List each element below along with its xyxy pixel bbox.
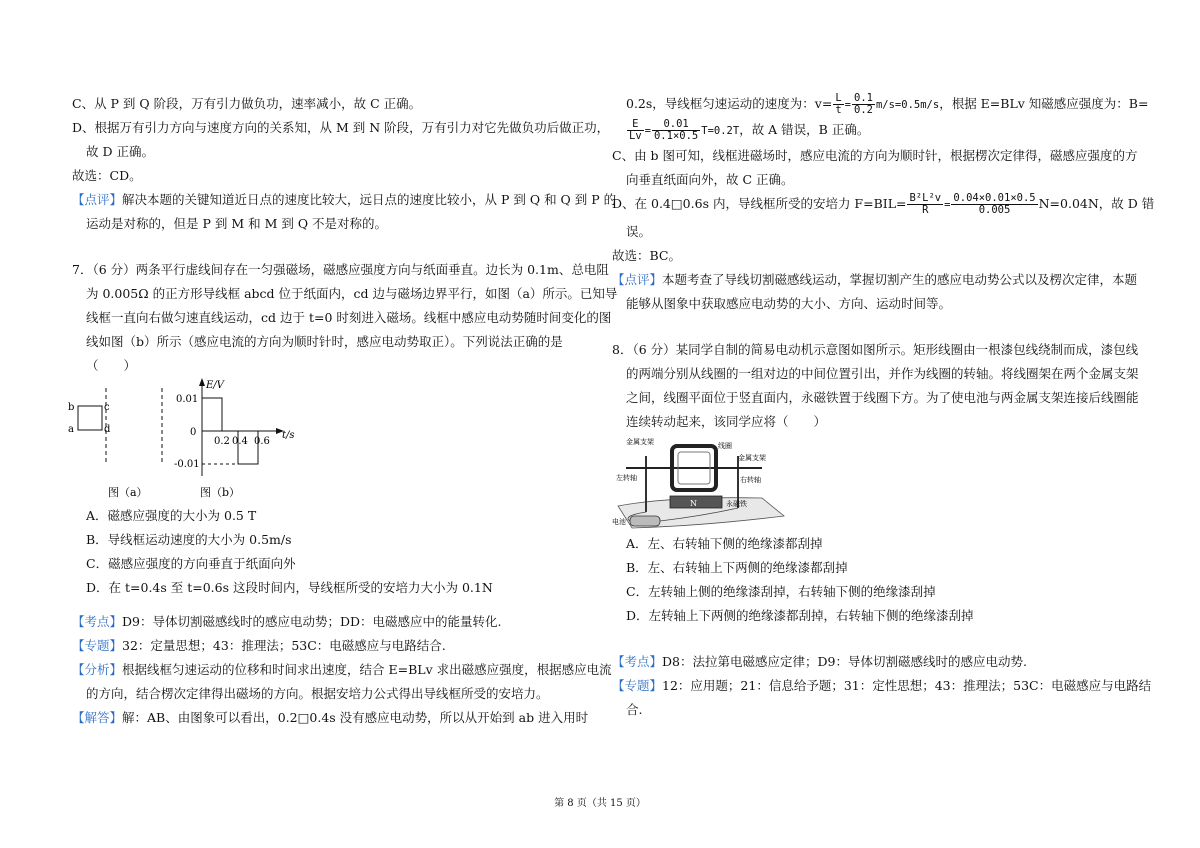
y-tick-neg: -0.01 [174, 459, 200, 470]
corner-b: b [68, 402, 75, 413]
q7-option-c: C．磁感应强度的方向垂直于纸面向外 [86, 556, 296, 571]
y-tick-zero: 0 [190, 427, 197, 438]
label-bracket-left: 金属支架 [626, 438, 654, 446]
q7-line5: （ ） [86, 358, 137, 373]
zhuanti-tag: 【专题】 [72, 638, 123, 653]
comment2-tag: 【点评】 [612, 272, 663, 287]
solution-d-line2: 误。 [626, 224, 652, 239]
comment-text: 解决本题的关键知道近日点的速度比较大，远日点的速度比较小，从 P 到 Q 和 Q 到 P 的 [122, 192, 617, 207]
frac-num: 0.1 [854, 92, 873, 104]
d-prefix: D、在 0.4□0.6s 内，导线框所受的安培力 F=BIL= [612, 196, 907, 211]
jieda-tag: 【解答】 [72, 710, 123, 725]
corner-d: d [104, 424, 111, 435]
q8-option-d: D．左转轴上下两侧的绝缘漆都刮掉，右转轴下侧的绝缘漆刮掉 [626, 608, 974, 623]
square-frame [78, 406, 102, 430]
q8-option-b: B．左、右转轴上下两侧的绝缘漆都刮掉 [626, 560, 848, 575]
q7-option-a: A．磁感应强度的大小为 0.5 T [86, 508, 257, 523]
velocity-suffix: ，根据 E=BLv 知磁感应强度为：B= [939, 96, 1149, 111]
e-axis-arrow [199, 378, 205, 386]
comment-line2: 运动是对称的，但是 P 到 M 和 M 到 Q 不是对称的。 [86, 216, 388, 231]
q7-line1: 7．（6 分）两条平行虚线间存在一匀强磁场，磁感应强度方向与纸面垂直。边长为 0.1m、总电阻 [72, 262, 609, 277]
q8-option-a: A．左、右转轴下侧的绝缘漆都刮掉 [626, 536, 823, 551]
solution-c-line2: 向垂直纸面向外，故 C 正确。 [626, 172, 794, 187]
frac-force-formula [907, 193, 943, 216]
label-bracket-right: 金属支架 [738, 454, 766, 462]
q8-zhuanti-line1 [612, 674, 1152, 698]
q7-fenxi-line2: 的方向，结合楞次定律得出磁场的方向。根据安培力公式得出导线框所受的安培力。 [86, 686, 549, 701]
frac-num: B²L²v [909, 192, 942, 204]
fig-b-caption: 图（b） [200, 486, 241, 499]
kaodian-text: D9：导体切割磁感线时的感应电动势；DD：电磁感应中的能量转化. [122, 614, 502, 629]
q8-kaodian [612, 650, 1132, 674]
q7-zhuanti [72, 634, 592, 658]
frac-den: Lv [629, 130, 642, 142]
q7-option-d: D．在 t=0.4s 至 t=0.6s 这段时间内，导线框所受的安培力大小为 0.1N [86, 580, 493, 595]
q7-line4: 线如图（b）所示（感应电流的方向为顺时针时，感应电动势取正）。下列说法正确的是 [86, 334, 563, 349]
frac-num: L [835, 92, 842, 104]
frac-den: R [922, 204, 929, 216]
label-magnet: 永磁铁 [726, 500, 747, 508]
comment-tag: 【点评】 [72, 192, 123, 207]
frac-l-over-t [833, 93, 843, 116]
answer-choice: 故选：CD。 [72, 168, 142, 183]
fenxi-tag: 【分析】 [72, 662, 123, 677]
frac-force-values [951, 193, 1037, 216]
solution-d-line1 [612, 192, 1155, 220]
q8-zhuanti-line2: 合. [626, 702, 643, 717]
zhuanti-text: 32：定量思想；43：推理法；53C：电磁感应与电路结合. [122, 638, 446, 653]
t-axis-label: t/s [282, 430, 295, 441]
comment2-line1 [612, 268, 1138, 292]
b-suffix: ，故 A 错误，B 正确。 [739, 122, 870, 137]
frac-den: 0.1×0.5 [653, 130, 699, 142]
q7-kaodian [72, 610, 592, 634]
velocity-result: m/s=0.5m/s [875, 99, 940, 111]
frac-den: 0.005 [978, 204, 1011, 216]
label-left-axle: 左转轴 [616, 474, 637, 482]
frac-den: t [835, 104, 842, 116]
comment2-line2: 能够从图象中获取感应电动势的大小、方向、运动时间等。 [626, 296, 952, 311]
comment-line1 [72, 188, 617, 212]
fenxi-text: 根据线框匀速运动的位移和时间求出速度，结合 E=BLv 求出磁感应强度，根据感应电流 [122, 662, 612, 677]
equals: = [944, 199, 951, 211]
d-suffix: N=0.04N，故 D 错 [1038, 196, 1155, 211]
zhuanti2-tag: 【专题】 [612, 678, 663, 693]
q8-line1: 8．（6 分）某同学自制的简易电动机示意图如图所示。矩形线圈由一根漆包线绕制而成，漆包线 [612, 342, 1139, 357]
kaodian-tag: 【考点】 [72, 614, 123, 629]
x-tick-06: 0.6 [254, 436, 270, 447]
battery [630, 516, 660, 526]
solution-velocity [612, 92, 1149, 118]
solution-c-line1: C、由 b 图可知，线框进磁场时，感应电流的方向为顺时针，根据楞次定律得，磁感应强度的方 [612, 148, 1138, 163]
left-column [68, 92, 618, 730]
e-axis-label: E/V [206, 380, 224, 391]
q7-fenxi-line1 [72, 658, 612, 682]
q7-figures [68, 376, 332, 504]
q7-line3: 线框一直向右做匀速直线运动，cd 边于 t=0 时刻进入磁场。线框中感应电动势随时间变化的图 [86, 310, 612, 325]
answer-choice-2: 故选：BC。 [612, 248, 681, 263]
equals: = [644, 125, 651, 137]
frac-b-values [652, 119, 700, 142]
frac-e-over-lv [627, 119, 644, 142]
jieda-text: 解：AB、由图象可以看出，0.2□0.4s 没有感应电动势，所以从开始到 ab 进入用时 [122, 710, 589, 725]
frac-num: E [627, 119, 644, 131]
label-coil: 线圈 [718, 442, 732, 450]
q8-line4: 连续转动起来，该同学应将（ ） [626, 414, 827, 429]
comment2-text: 本题考查了导线切割磁感线运动，掌握切割产生的感应电动势公式以及楞次定律，本题 [662, 272, 1138, 287]
page-footer: 第 8 页（共 15 页） [554, 798, 646, 809]
label-right-axle: 右转轴 [740, 476, 761, 484]
frac-values [852, 93, 875, 116]
q7-line2: 为 0.005Ω 的正方形导线框 abcd 位于纸面内，cd 边与磁场边界平行，如图（a）所示。已知导 [86, 286, 618, 301]
motor-illustration [612, 436, 792, 532]
frac-den: 0.2 [854, 104, 873, 116]
corner-a: a [68, 424, 74, 435]
emf-segment-positive [202, 398, 222, 431]
q7-option-b: B．导线框运动速度的大小为 0.5m/s [86, 532, 292, 547]
label-battery: 电池 [612, 518, 626, 526]
y-tick-pos: 0.01 [176, 394, 199, 405]
fig-a-caption: 图（a） [108, 486, 148, 499]
solution-b-field [612, 118, 1132, 144]
velocity-prefix: 0.2s，导线框匀速运动的速度为：v= [626, 96, 833, 111]
zhuanti2-text: 12：应用题；21：信息给予题；31：定性思想；43：推理法；53C：电磁感应与电路结 [662, 678, 1152, 693]
magnet-n-label: N [690, 499, 697, 508]
q8-line2: 的两端分别从线圈的一组对边的中间位置引出，并作为线圈的转轴。将线圈架在两个金属支架 [626, 366, 1139, 381]
right-column [612, 92, 1155, 722]
kaodian2-text: D8：法拉第电磁感应定律；D9：导体切割磁感线时的感应电动势. [662, 654, 1027, 669]
x-tick-04: 0.4 [232, 436, 248, 447]
answer-d-line2: 故 D 正确。 [86, 144, 154, 159]
corner-c: c [104, 402, 110, 413]
equals: = [844, 99, 851, 111]
answer-d-line1: D、根据万有引力方向与速度方向的关系知，从 M 到 N 阶段，万有引力对它先做负功后做正功， [72, 120, 610, 135]
b-result: T=0.2T [701, 125, 740, 137]
q7-jieda [72, 706, 592, 730]
q8-option-c: C．左转轴上侧的绝缘漆刮掉，右转轴下侧的绝缘漆刮掉 [626, 584, 936, 599]
kaodian2-tag: 【考点】 [612, 654, 663, 669]
q8-line3: 之间，线圈平面位于竖直面内，永磁铁置于线圈下方。为了使电池与两金属支架连接后线圈能 [626, 390, 1139, 405]
frac-num: 0.01 [652, 119, 700, 131]
frac-num: 0.04×0.01×0.5 [953, 192, 1036, 204]
x-tick-02: 0.2 [214, 436, 230, 447]
answer-c: C、从 P 到 Q 阶段，万有引力做负功，速率减小，故 C 正确。 [72, 96, 422, 111]
